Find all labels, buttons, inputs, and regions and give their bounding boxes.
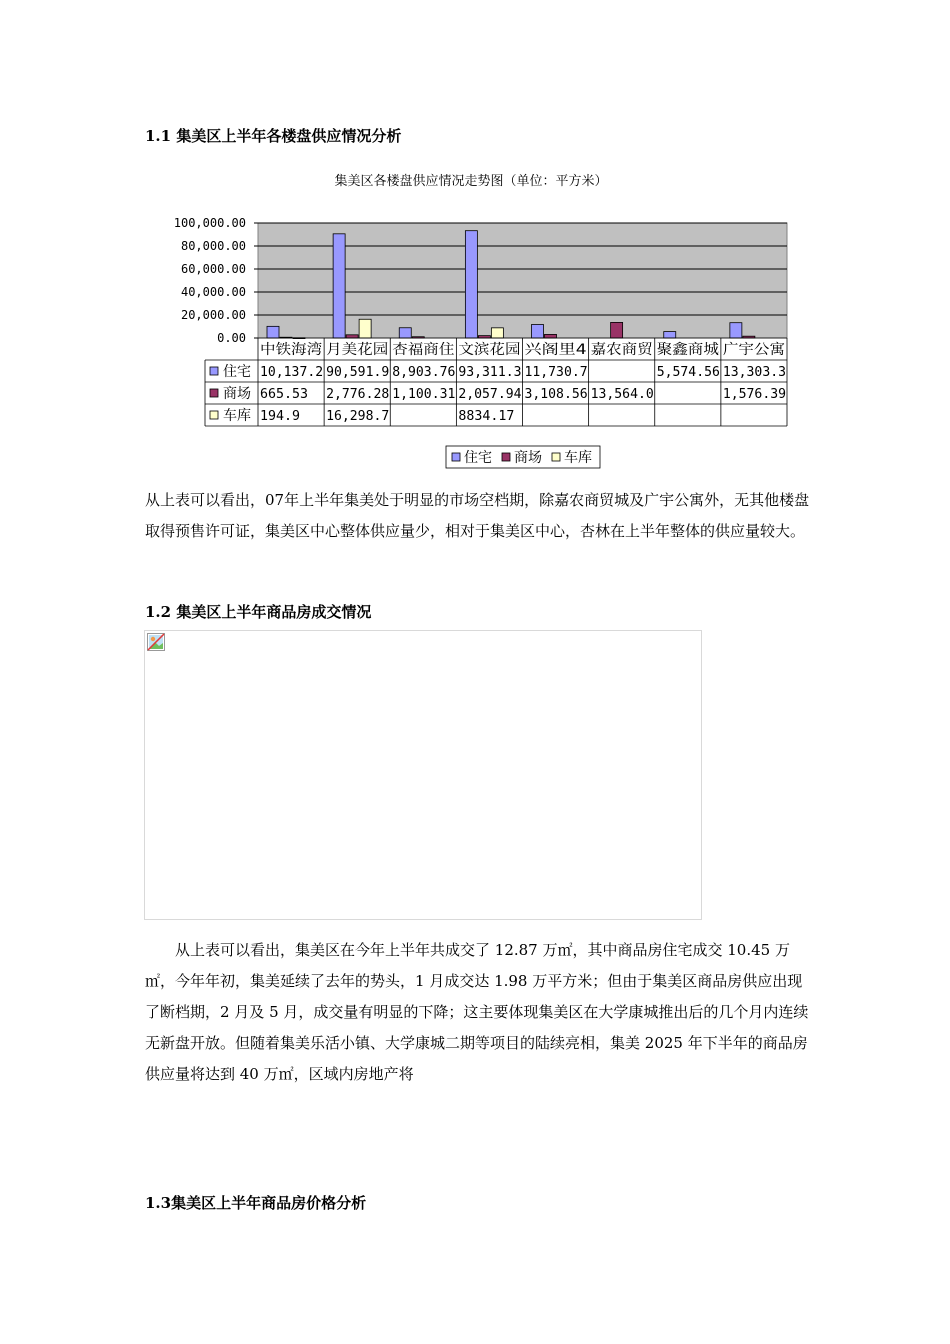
chart-legend [446, 446, 600, 468]
section-3-title: 1.3集美区上半年商品房价格分析 [145, 1194, 367, 1212]
category-label: 兴阁里4 [524, 342, 576, 358]
supply-chart [150, 165, 810, 480]
data-label: 13,564.0 [590, 387, 654, 402]
data-label: 8834.17 [458, 409, 515, 424]
bar-车库-月美花园 [359, 319, 371, 338]
y-tick-label: 80,000.00 [180, 239, 246, 253]
bar-住宅-文滨花园 [465, 231, 477, 338]
bar-商场-月美花园 [346, 335, 358, 338]
data-label: 665.53 [260, 387, 308, 402]
section-1-title: 1.1 集美区上半年各楼盘供应情况分析 [145, 127, 402, 145]
bar-住宅-兴阁里4 [532, 325, 544, 338]
category-label: 聚鑫商城 [656, 342, 719, 358]
series-label: 住宅 [223, 364, 251, 380]
category-label: 文滨花园 [458, 342, 515, 358]
data-label: 2,057.94 [458, 387, 522, 402]
broken-image-icon [147, 633, 165, 651]
bar-商场-嘉农商贸 [611, 322, 623, 338]
data-label: 1,576.39 [722, 387, 786, 402]
legend-label: 商场 [514, 450, 542, 466]
series-label: 车库 [223, 408, 251, 424]
category-label: 嘉农商贸 [590, 342, 647, 358]
y-tick-label: 20,000.00 [180, 308, 246, 322]
y-tick-label: 0.00 [217, 331, 246, 345]
data-label: 10,137.2 [260, 365, 324, 380]
bar-住宅-月美花园 [333, 234, 345, 338]
series-key [210, 389, 218, 397]
bar-住宅-杏福商住 [399, 328, 411, 338]
data-label: 1,100.31 [392, 387, 456, 402]
data-label: 194.9 [260, 409, 300, 424]
category-label: 广宇公寓 [722, 342, 785, 358]
section-2-paragraph: 从上表可以看出，集美区在今年上半年共成交了 12.87 万㎡，其中商品房住宅成交 10.45 万㎡，今年年初，集美延续了去年的势头，1 月成交达 1.98 万平方米；但由于集美区商品房供应出现了断档期，2 月及 5 月，成交量有明显的下降；这主要体现集美区在大学康城推出后的几个月内连续无新盘开放。但随着集美乐活小镇、大学康城二期等项目的陆续亮相，集美 2025 年下半年的商品房供应量将达到 40 万㎡，区域内房地产将 [145, 941, 809, 1083]
category-label: 中铁海湾 [260, 342, 316, 358]
legend-label: 车库 [564, 450, 592, 466]
bar-车库-文滨花园 [491, 328, 503, 338]
bar-住宅-聚鑫商城 [664, 332, 676, 338]
chart-title: 集美区各楼盘供应情况走势图（单位：平方米） [334, 174, 608, 189]
legend-key [452, 453, 460, 461]
data-label: 5,574.56 [656, 365, 720, 380]
data-label: 16,298.7 [326, 409, 390, 424]
section-2-title: 1.2 集美区上半年商品房成交情况 [145, 603, 372, 621]
data-label: 3,108.56 [524, 387, 588, 402]
data-label: 90,591.9 [326, 365, 390, 380]
series-label: 商场 [223, 386, 251, 402]
missing-image [144, 630, 702, 920]
y-tick-label: 60,000.00 [180, 262, 246, 276]
y-tick-label: 40,000.00 [180, 285, 246, 299]
data-table [205, 338, 787, 426]
category-label: 杏福商住 [392, 342, 449, 358]
y-tick-label: 100,000.00 [173, 216, 246, 230]
data-label: 13,303.3 [722, 365, 786, 380]
data-label: 8,903.76 [392, 365, 456, 380]
category-label: 月美花园 [326, 342, 383, 358]
series-key [210, 411, 218, 419]
data-label: 11,730.7 [524, 365, 588, 380]
series-key [210, 367, 218, 375]
section-1-paragraph: 从上表可以看出，07年上半年集美处于明显的市场空档期，除嘉农商贸城及广宇公寓外，无其他楼盘取得预售许可证，集美区中心整体供应量少，相对于集美区中心，杏林在上半年整体的供应量较大。 [145, 491, 810, 540]
data-label: 2,776.28 [326, 387, 390, 402]
legend-label: 住宅 [464, 450, 492, 466]
legend-key [552, 453, 560, 461]
legend-key [502, 453, 510, 461]
y-axis [174, 216, 258, 345]
bar-住宅-广宇公寓 [730, 323, 742, 338]
bar-住宅-中铁海湾 [267, 326, 279, 338]
data-label: 93,311.3 [458, 365, 522, 380]
bar-商场-兴阁里4 [545, 334, 557, 338]
